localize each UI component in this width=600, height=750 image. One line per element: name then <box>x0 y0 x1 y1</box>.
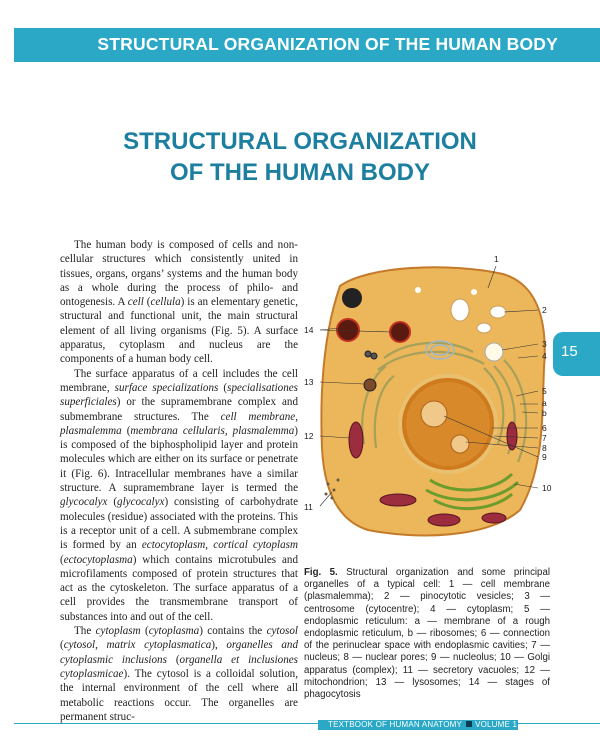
figure-label: 9 <box>542 452 547 462</box>
figure-label: 10 <box>542 483 552 493</box>
figure-label: 11 <box>304 502 313 512</box>
text-run: ) consisting of carbohydrate molecules (residue) associated with the proteins. This is a receptor unit of a cell. A submembrane complex is formed by an <box>60 496 298 552</box>
text-run: ( <box>107 496 118 509</box>
italic-term: cytoplasma <box>148 625 200 638</box>
text-run: ( <box>140 625 149 638</box>
figure-label: 4 <box>542 351 547 361</box>
italic-term: specialisationes superficiales <box>60 381 298 409</box>
text-run: The human body is composed of cells and non-cellular structures which consistently united in tissues, organs, organs’ systems and the human body as a whole during the process of philo- and ontogenesis. A <box>60 239 298 309</box>
body-paragraph <box>60 238 298 367</box>
footer <box>328 720 517 729</box>
italic-term: cytoplasm <box>95 625 141 638</box>
running-header <box>14 28 600 61</box>
body-paragraph <box>60 367 298 624</box>
figure-label: 7 <box>542 433 547 443</box>
italic-term: membrana cellularis, plasmalemma <box>130 424 295 437</box>
text-run: ). The cytosol is a colloidal solution, the internal environment of the cell where all metabolic reactions occur. The organelles are permanent struc- <box>60 667 298 723</box>
figure-label: b <box>542 408 547 418</box>
text-run: ), <box>211 639 227 652</box>
chapter-title-line-2: OF THE HUMAN BODY <box>170 159 430 186</box>
italic-term: organella et inclusiones cytoplasmicae <box>60 653 298 680</box>
figure-caption-text: Structural organization and some principal organelles of a typical cell: 1 — cell membrane (plasmalemma); 2 — pinocytotic vesicles; 3 — centrosome (cytocentre); 4 — cytoplasm; 5 — endoplasmic reticulum: a — membrane of a rough endoplasmic reticulum, b — ribosomes; 6 — connection of the perinuclear space with endoplasmic cavities; 7 — nucleus; 8 — nuclear pores; 9 — nucleolus; 10 — Golgi apparatus (complex); 11 — secretory vacuoles; 12 — mitochondrion; 13 — lysosomes; 14 — stages of phagocytosis <box>304 567 550 701</box>
figure-label: 13 <box>304 377 314 387</box>
figure-label: 1 <box>494 254 499 264</box>
text-run: ( <box>121 424 131 437</box>
running-header-title: STRUCTURAL ORGANIZATION OF THE HUMAN BODY <box>97 34 558 54</box>
italic-term: glycocalyx <box>117 496 165 509</box>
cell-illustration <box>298 248 560 548</box>
text-run: ( <box>60 639 64 652</box>
body-text-column <box>60 238 298 724</box>
figure-label: 6 <box>542 423 547 433</box>
figure-label: 8 <box>542 443 547 453</box>
italic-term: ectocytoplasm, cortical cytoplasm <box>141 539 298 552</box>
italic-term: cellula <box>150 296 181 309</box>
text-run: ( <box>143 296 151 309</box>
chapter-title-line-1: STRUCTURAL ORGANIZATION <box>123 128 477 155</box>
text-run: ) contains the <box>199 625 267 638</box>
italic-term: glycocalyx <box>60 496 108 509</box>
text-run: ( <box>166 653 180 666</box>
footer-book-title: TEXTBOOK OF HUMAN ANATOMY <box>328 719 463 729</box>
nucleolus <box>421 401 447 427</box>
text-run: ( <box>60 553 64 566</box>
text-run: ) which contains microtubules and microfilaments composed of protein structures that act as the cytoskeleton. The surface apparatus of a cell provides the transmembrane transport of substances into and out of the cell. <box>60 553 298 623</box>
cell-figure <box>298 248 560 548</box>
italic-term: ectocytoplasma <box>63 553 133 566</box>
header-rule <box>14 61 600 62</box>
italic-term: cell membrane, plasmalemma <box>60 410 299 437</box>
figure-label: 5 <box>542 386 547 396</box>
chapter-title <box>0 126 600 188</box>
text-run: ( <box>218 381 228 394</box>
figure-label: 12 <box>304 431 314 441</box>
text-run: The <box>74 625 96 638</box>
text-run: ) is an elementary genetic, structural and functional unit, the main structural element of all living organisms (Fig. 5). A surface apparatus, cytoplasm and nucleus are the components of a human body cell. <box>60 296 298 366</box>
italic-term: cell <box>127 296 144 309</box>
italic-term: surface specializations <box>114 381 219 394</box>
figure-label: a <box>542 398 547 408</box>
figure-label: 3 <box>542 339 547 349</box>
footer-volume: VOLUME 1 <box>475 719 518 729</box>
body-paragraph <box>60 624 298 724</box>
text-run: The surface apparatus of a cell includes the cell membrane, <box>60 367 298 394</box>
italic-term: cytosol <box>266 625 298 638</box>
footer-square-icon <box>466 721 472 727</box>
italic-term: cytosol, matrix cytoplasmatica <box>63 639 212 652</box>
figure-caption-label: Fig. 5. <box>304 567 338 578</box>
figure-caption <box>304 567 550 701</box>
italic-term: organelles and cytoplasmic inclusions <box>60 639 298 666</box>
centrosome <box>485 343 503 361</box>
page-number-tab <box>553 332 600 376</box>
text-run: ) is composed of the biphospholipid layer and protein molecules which are either on its surface or penetrate it (Fig. 6). Intracellular membranes have a similar structure. A supramembrane layer is termed the <box>60 424 298 495</box>
page-number: 15 <box>561 343 578 360</box>
figure-label: 14 <box>304 325 314 335</box>
figure-label: 2 <box>542 305 547 315</box>
text-run: ) or the supramembrane complex and submembrane structures. The <box>60 396 298 423</box>
